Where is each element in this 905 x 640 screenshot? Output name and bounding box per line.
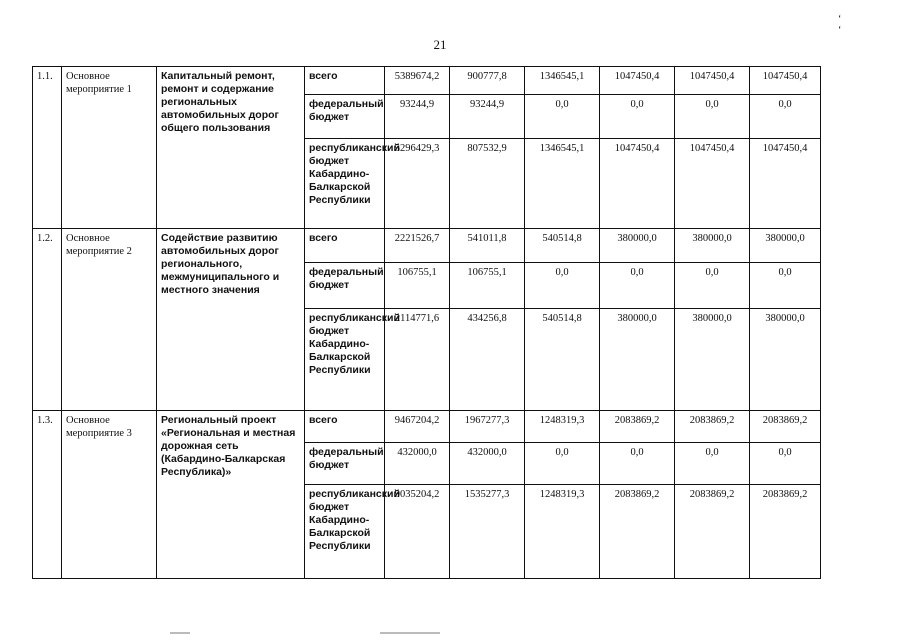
- activity-name: Основное мероприятие 3: [62, 411, 157, 579]
- activity-description: Содействие развитию автомобильных дорог регионального, межмуниципального и местного значения: [157, 229, 305, 411]
- amount-cell: 0,0: [600, 263, 675, 309]
- funding-source: республиканский бюджет Кабардино-Балкарской Республики: [305, 309, 385, 411]
- amount-cell: 1047450,4: [675, 139, 750, 229]
- amount-cell: 1967277,3: [450, 411, 525, 443]
- amount-cell: 93244,9: [385, 95, 450, 139]
- funding-source: федеральный бюджет: [305, 443, 385, 485]
- funding-source: всего: [305, 229, 385, 263]
- amount-cell: 2083869,2: [750, 411, 821, 443]
- amount-cell: 540514,8: [525, 229, 600, 263]
- amount-cell: 2221526,7: [385, 229, 450, 263]
- activity-name: Основное мероприятие 2: [62, 229, 157, 411]
- funding-source: федеральный бюджет: [305, 95, 385, 139]
- amount-cell: 380000,0: [600, 229, 675, 263]
- amount-cell: 380000,0: [750, 229, 821, 263]
- amount-cell: 0,0: [525, 95, 600, 139]
- amount-cell: 0,0: [750, 263, 821, 309]
- amount-cell: 2083869,2: [675, 411, 750, 443]
- amount-cell: 380000,0: [675, 309, 750, 411]
- amount-cell: 0,0: [525, 443, 600, 485]
- amount-cell: 807532,9: [450, 139, 525, 229]
- amount-cell: 434256,8: [450, 309, 525, 411]
- amount-cell: 0,0: [600, 95, 675, 139]
- table-row: [33, 229, 821, 263]
- amount-cell: 1047450,4: [600, 139, 675, 229]
- amount-cell: 1047450,4: [675, 67, 750, 95]
- amount-cell: 5389674,2: [385, 67, 450, 95]
- amount-cell: 1248319,3: [525, 411, 600, 443]
- activity-name: Основное мероприятие 1: [62, 67, 157, 229]
- funding-source: всего: [305, 67, 385, 95]
- amount-cell: 1346545,1: [525, 67, 600, 95]
- amount-cell: 2083869,2: [750, 485, 821, 579]
- activity-code: 1.2.: [33, 229, 62, 411]
- amount-cell: 1535277,3: [450, 485, 525, 579]
- amount-cell: 9035204,2: [385, 485, 450, 579]
- amount-cell: 2114771,6: [385, 309, 450, 411]
- amount-cell: 0,0: [525, 263, 600, 309]
- amount-cell: 1248319,3: [525, 485, 600, 579]
- amount-cell: 2083869,2: [600, 485, 675, 579]
- amount-cell: 380000,0: [750, 309, 821, 411]
- amount-cell: 432000,0: [450, 443, 525, 485]
- scan-marks: ʻ ʻ: [838, 14, 862, 36]
- activity-code: 1.1.: [33, 67, 62, 229]
- amount-cell: 0,0: [750, 443, 821, 485]
- amount-cell: 0,0: [750, 95, 821, 139]
- amount-cell: 0,0: [675, 95, 750, 139]
- amount-cell: 1047450,4: [600, 67, 675, 95]
- budget-table: [32, 66, 821, 579]
- scan-smudge: [170, 632, 190, 634]
- amount-cell: 0,0: [600, 443, 675, 485]
- funding-source: республиканский бюджет Кабардино-Балкарской Республики: [305, 485, 385, 579]
- amount-cell: 93244,9: [450, 95, 525, 139]
- amount-cell: 5296429,3: [385, 139, 450, 229]
- amount-cell: 2083869,2: [600, 411, 675, 443]
- funding-source: федеральный бюджет: [305, 263, 385, 309]
- table-row: [33, 411, 821, 443]
- amount-cell: 900777,8: [450, 67, 525, 95]
- amount-cell: 432000,0: [385, 443, 450, 485]
- table-row: [33, 67, 821, 95]
- amount-cell: 0,0: [675, 443, 750, 485]
- amount-cell: 380000,0: [600, 309, 675, 411]
- amount-cell: 1047450,4: [750, 139, 821, 229]
- amount-cell: 0,0: [675, 263, 750, 309]
- funding-source: всего: [305, 411, 385, 443]
- scan-smudge: [380, 632, 440, 634]
- amount-cell: 2083869,2: [675, 485, 750, 579]
- amount-cell: 1047450,4: [750, 67, 821, 95]
- activity-code: 1.3.: [33, 411, 62, 579]
- amount-cell: 380000,0: [675, 229, 750, 263]
- amount-cell: 1346545,1: [525, 139, 600, 229]
- funding-source: республиканский бюджет Кабардино-Балкарской Республики: [305, 139, 385, 229]
- amount-cell: 540514,8: [525, 309, 600, 411]
- page-number: 21: [433, 37, 447, 52]
- amount-cell: 106755,1: [385, 263, 450, 309]
- amount-cell: 541011,8: [450, 229, 525, 263]
- amount-cell: 9467204,2: [385, 411, 450, 443]
- activity-description: Региональный проект «Региональная и местная дорожная сеть (Кабардино-Балкарская Республика)»: [157, 411, 305, 579]
- amount-cell: 106755,1: [450, 263, 525, 309]
- activity-description: Капитальный ремонт, ремонт и содержание региональных автомобильных дорог общего пользования: [157, 67, 305, 229]
